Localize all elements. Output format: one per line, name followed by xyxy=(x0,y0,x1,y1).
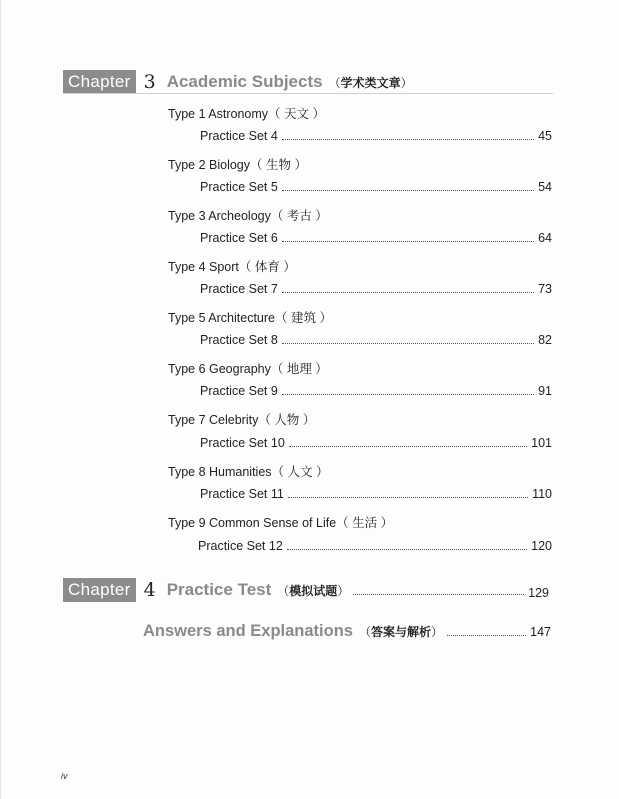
practice-set-label: Practice Set 11 xyxy=(200,487,284,501)
practice-set-label: Practice Set 8 xyxy=(200,333,278,347)
page-number: 101 xyxy=(531,436,552,450)
page-number: 73 xyxy=(538,282,552,296)
toc-type-entry[interactable]: Type 7 Celebrity（ 人物 ） xyxy=(168,413,316,427)
dot-leader xyxy=(288,496,528,498)
dot-leader xyxy=(282,342,534,344)
page-number: 45 xyxy=(538,129,552,143)
chapter-number: 4 xyxy=(143,579,156,601)
dot-leader xyxy=(287,548,527,550)
chapter-badge: Chapter xyxy=(63,578,136,602)
page-number: 120 xyxy=(531,539,552,553)
toc-practice-set-entry[interactable] xyxy=(198,539,552,553)
practice-set-label: Practice Set 12 xyxy=(198,539,283,553)
dot-leader xyxy=(282,138,534,140)
dot-leader xyxy=(282,189,534,191)
toc-practice-set-entry[interactable] xyxy=(200,129,552,143)
answers-title: Answers and Explanations xyxy=(143,622,353,640)
practice-set-label: Practice Set 10 xyxy=(200,436,285,450)
chapter-4-heading[interactable] xyxy=(63,578,549,602)
toc-type-entry[interactable]: Type 5 Architecture（ 建筑 ） xyxy=(168,311,332,325)
chapter-title-cn: （学术类文章） xyxy=(328,75,413,90)
toc-practice-set-entry[interactable] xyxy=(200,282,552,296)
chapter-number: 3 xyxy=(143,71,156,93)
practice-set-label: Practice Set 7 xyxy=(200,282,278,296)
chapter-divider xyxy=(63,93,553,94)
practice-set-label: Practice Set 9 xyxy=(200,384,278,398)
toc-practice-set-entry[interactable] xyxy=(200,231,552,245)
page-number: 54 xyxy=(538,180,552,194)
page-number: 91 xyxy=(538,384,552,398)
toc-practice-set-entry[interactable] xyxy=(200,180,552,194)
page-number: 82 xyxy=(538,333,552,347)
dot-leader xyxy=(282,291,534,293)
page-number: 110 xyxy=(532,487,552,501)
answers-entry[interactable] xyxy=(143,622,551,641)
page-number: 129 xyxy=(528,586,549,600)
dot-leader xyxy=(289,445,527,447)
toc-practice-set-entry[interactable] xyxy=(200,384,552,398)
chapter-title: Practice Test xyxy=(166,580,272,599)
toc-practice-set-entry[interactable] xyxy=(200,487,552,501)
chapter-title-cn: （模拟试题） xyxy=(277,583,350,598)
toc-type-entry[interactable]: Type 8 Humanities（ 人文 ） xyxy=(168,465,329,479)
chapter-badge: Chapter xyxy=(63,70,136,94)
footer-page-number: iv xyxy=(61,771,68,781)
toc-type-entry[interactable]: Type 6 Geography（ 地理 ） xyxy=(168,362,328,376)
chapter-title: Academic Subjects xyxy=(166,72,323,91)
page-number: 64 xyxy=(538,231,552,245)
toc-practice-set-entry[interactable] xyxy=(200,436,552,450)
practice-set-label: Practice Set 6 xyxy=(200,231,278,245)
dot-leader xyxy=(353,593,524,595)
toc-type-entry[interactable]: Type 4 Sport（ 体育 ） xyxy=(168,260,296,274)
toc-type-entry[interactable]: Type 9 Common Sense of Life（ 生活 ） xyxy=(168,516,394,530)
toc-type-entry[interactable]: Type 1 Astronomy（ 天文 ） xyxy=(168,107,325,121)
practice-set-label: Practice Set 5 xyxy=(200,180,278,194)
chapter-3-heading[interactable] xyxy=(63,70,413,94)
dot-leader xyxy=(447,634,526,636)
toc-practice-set-entry[interactable] xyxy=(200,333,552,347)
toc-type-entry[interactable]: Type 2 Biology（ 生物 ） xyxy=(168,158,307,172)
answers-title-cn: （答案与解析） xyxy=(358,625,444,639)
dot-leader xyxy=(282,240,534,242)
dot-leader xyxy=(282,393,534,395)
practice-set-label: Practice Set 4 xyxy=(200,129,278,143)
toc-type-entry[interactable]: Type 3 Archeology（ 考古 ） xyxy=(168,209,328,223)
page-number: 147 xyxy=(530,625,551,639)
